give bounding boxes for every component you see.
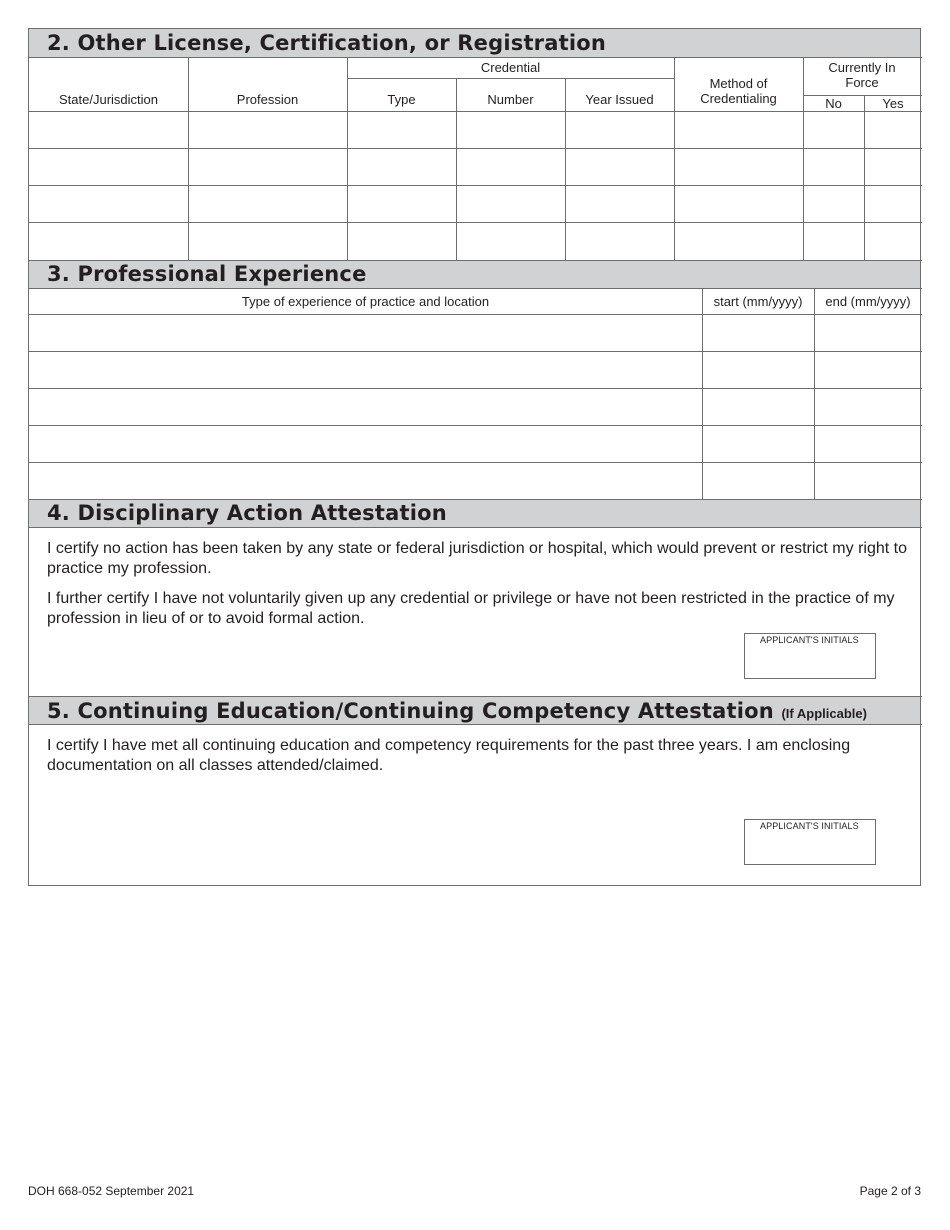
experience-row-2[interactable] [29, 352, 922, 388]
col-end-header: end (mm/yyyy) [825, 294, 911, 309]
experience-row-5[interactable] [29, 463, 922, 499]
initials-box-disciplinary[interactable] [744, 633, 876, 679]
col-no-header: No [825, 96, 842, 111]
initials-label: APPLICANT'S INITIALS [760, 821, 859, 831]
license-row-3[interactable] [29, 186, 922, 222]
section-2-heading: 2. Other License, Certification, or Registration [29, 29, 920, 57]
experience-row-3[interactable] [29, 389, 922, 425]
license-row-1[interactable] [29, 112, 922, 148]
col-start-header: start (mm/yyyy) [713, 294, 803, 309]
col-in-force-header: Currently In Force [828, 60, 896, 90]
col-credential-header: Credential [480, 60, 541, 75]
disciplinary-statement-1: I certify no action has been taken by any state or federal jurisdiction or hospital, which would prevent or restrict my right to practice my profession. [47, 540, 907, 577]
page-number: Page 2 of 3 [859, 1184, 921, 1198]
col-method-header: Method of Credentialing [700, 76, 777, 106]
initials-label: APPLICANT'S INITIALS [760, 635, 859, 645]
col-experience-header: Type of experience of practice and location [241, 294, 490, 309]
col-profession-header: Profession [236, 92, 299, 107]
experience-row-4[interactable] [29, 426, 922, 462]
disciplinary-statement-2: I further certify I have not voluntarily given up any credential or privilege or have not been restricted in the practice of my profession in lieu of or to avoid formal action. [47, 590, 895, 627]
col-yes-header: Yes [882, 96, 904, 111]
continuing-education-statement: I certify I have met all continuing education and competency requirements for the past three years. I am enclosing documentation on all classes attended/claimed. [47, 737, 851, 774]
initials-box-continuing-ed[interactable] [744, 819, 876, 865]
col-number-header: Number [487, 92, 534, 107]
col-year-issued-header: Year Issued [585, 92, 654, 107]
form-id: DOH 668-052 September 2021 [28, 1184, 195, 1198]
col-state-header: State/Jurisdiction [59, 92, 158, 107]
section-5-heading: 5. Continuing Education/Continuing Competency Attestation (If Applicable) [29, 697, 920, 725]
license-row-4[interactable] [29, 223, 922, 259]
license-row-2[interactable] [29, 149, 922, 185]
section-4-heading: 4. Disciplinary Action Attestation [29, 499, 920, 527]
col-type-header: Type [387, 92, 416, 107]
form-page [28, 28, 921, 886]
experience-row-1[interactable] [29, 315, 922, 351]
section-3-heading: 3. Professional Experience [29, 260, 920, 288]
